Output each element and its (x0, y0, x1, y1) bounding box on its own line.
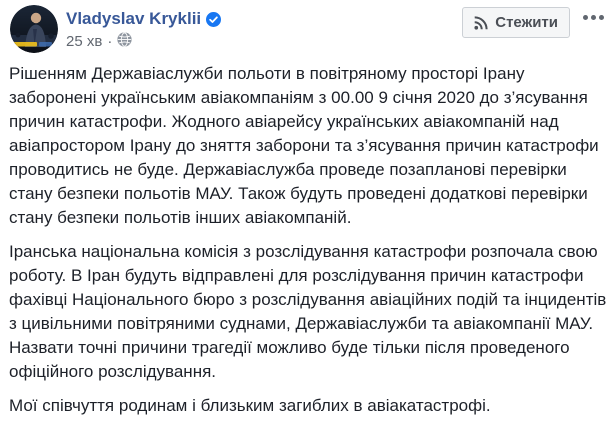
ellipsis-dot (583, 15, 588, 20)
header-info (66, 5, 221, 51)
avatar-image (10, 5, 58, 53)
follow-button-label: Стежити (495, 14, 558, 31)
author-name-row (66, 9, 221, 29)
rss-follow-icon (474, 16, 488, 30)
follow-button[interactable] (462, 7, 570, 38)
ellipsis-dot (591, 15, 596, 20)
globe-public-icon (117, 32, 132, 51)
header-actions (462, 5, 607, 38)
post-paragraph-1: Рішенням Державіаслужби польоти в повітряному просторі Ірану заборонені українським авіакомпаніям з 00.00 9 січня 2020 до з’ясування причин катастрофи. Жодного авіарейсу українських авіакомпаній над авіапростором Ірану до зняття заборони та з’ясування причин катастрофи проводитись не буде. Державіаслужба проведе позапланові перевірки стану безпеки польотів МАУ. Також будуть проведені додаткові перевірки стану безпеки польотів інших авіакомпаній. (9, 64, 599, 227)
post-header (0, 0, 615, 53)
post-paragraph-2: Іранська національна комісія з розслідування катастрофи розпочала свою роботу. В Іран будуть відправлені для розслідування причин катастрофи фахівці Національного бюро з розслідування авіаційних подій та інцидентів з цивільними повітряними суднами, Державіаслужби та авіакомпанії МАУ. Назвати точні причини трагедії можливо буде тільки після проведеного офіційного розслідування. (9, 242, 607, 381)
verified-check-badge-icon (206, 12, 221, 27)
post-body (0, 53, 615, 418)
meta-separator: · (107, 33, 113, 50)
author-name-link[interactable]: Vladyslav Kryklii (66, 9, 202, 28)
post-paragraph-3: Мої співчуття родинам і близьким загиблих в авіакатастрофі. (9, 396, 491, 415)
post-meta-row (66, 32, 221, 51)
ellipsis-dot (599, 15, 604, 20)
more-options-button[interactable] (580, 7, 607, 28)
timestamp[interactable]: 25 хв (66, 33, 103, 50)
avatar[interactable] (10, 5, 58, 53)
